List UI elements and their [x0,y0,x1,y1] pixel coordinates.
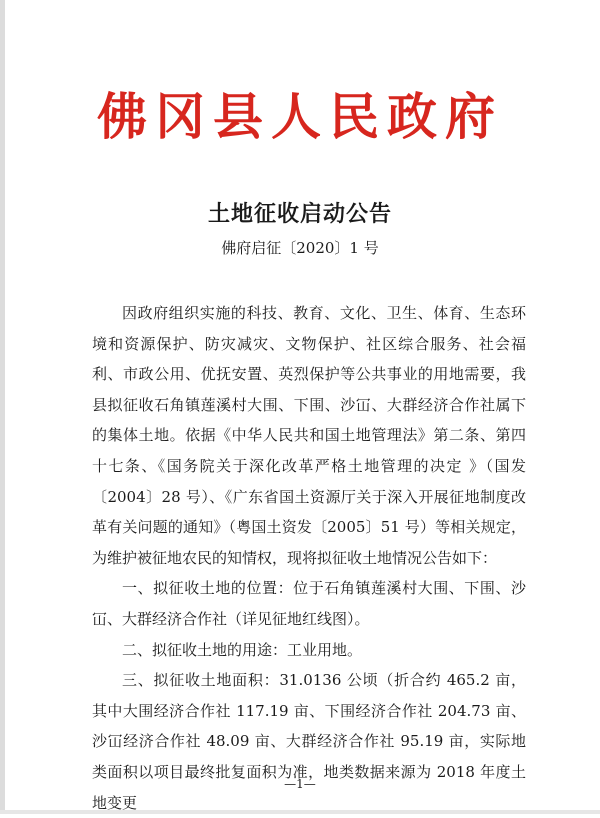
body-paragraph: 三、拟征收土地面积：31.0136 公顷（折合约 465.2 亩，其中大围经济合作社 117.19 亩、下围经济合作社 204.73 亩、沙冚经济合作社 48.09 亩、大群经济合作社 95.19 亩，实际地类面积以项目最终批复面积为准，地类数据来源为 2018 年度土地变更 [92,671,526,812]
body-paragraph: 因政府组织实施的科技、教育、文化、卫生、体育、生态环境和资源保护、防灾减灾、文物保护、社区综合服务、社会福利、市政公用、优抚安置、英烈保护等公共事业的用地需要，我县拟征收石角镇莲溪村大围、下围、沙冚、大群经济合作社属下的集体土地。依据《中华人民共和国土地管理法》第二条、第四十七条、《国务院关于深化改革严格土地管理的决定 》（国发〔2004〕28 号）、《广东省国土资源厅关于深入开展征地制度改革有关问题的通知》（粤国土资发〔2005〕51 号）等相关规定，为维护被征地农民的知情权，现将拟征收土地情况公告如下： [92,304,526,567]
document-title: 土地征收启动公告 [207,201,392,227]
body-paragraph: 二、拟征收土地的用途：工业用地。 [122,640,363,659]
document-number: 佛府启征〔2020〕1 号 [221,239,379,257]
announcement-body [92,298,526,818]
body-paragraph: 一、拟征收土地的位置：位于石角镇莲溪村大围、下围、沙冚、大群经济合作社（详见征地红线图）。 [92,579,526,628]
page-number: —1— [284,777,316,791]
issuing-authority-header: 佛冈县人民政府 [97,87,503,146]
